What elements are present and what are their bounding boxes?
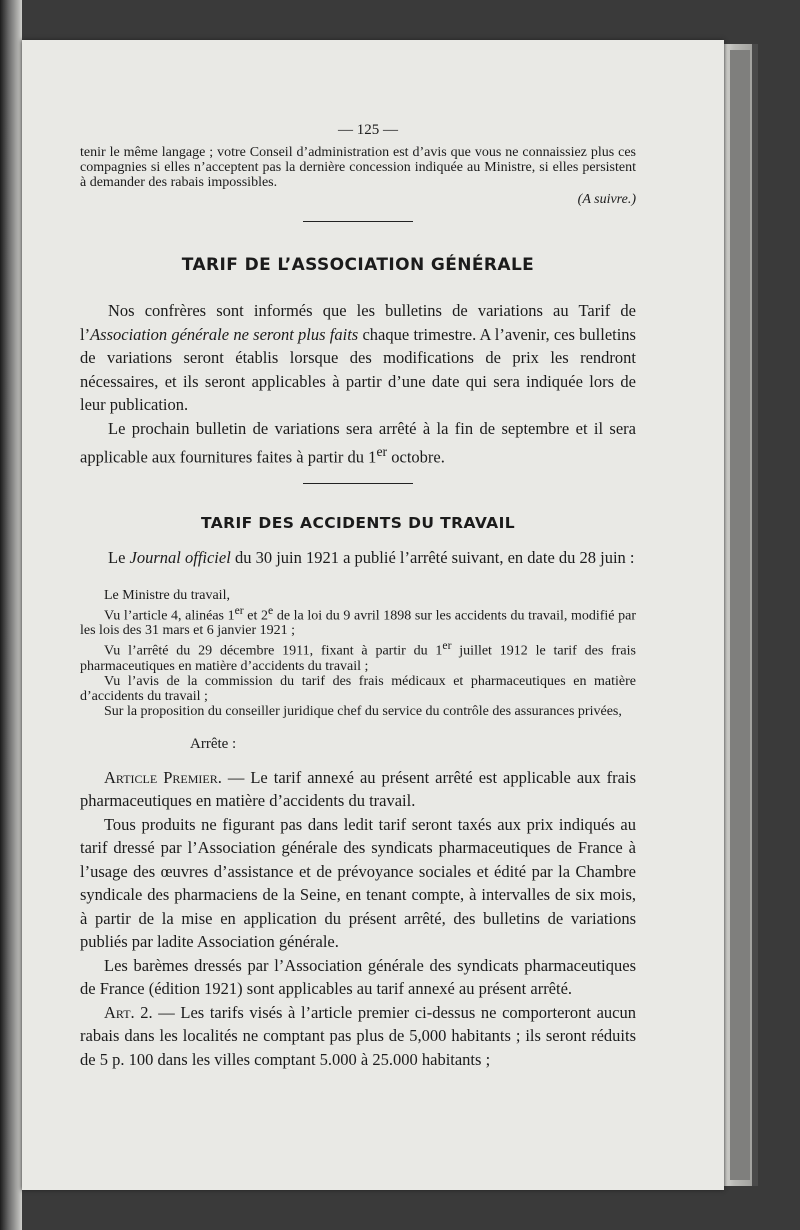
article-2 xyxy=(80,1001,636,1072)
article-1 xyxy=(80,766,636,813)
document-page xyxy=(22,40,724,1190)
decree-heading: Arrête : xyxy=(190,735,237,752)
superscript: er xyxy=(442,639,452,653)
page-content xyxy=(80,122,636,1071)
article-1-paragraph-2: Tous produits ne figurant pas dans ledit tarif seront taxés aux prix indiqués au tarif dressé par l’Association générale des syndicats pharmaceutiques de France à l’usage des œuvres d’assistance et de prévoyance sociales et édité par la Chambre syndicale des pharmaciens de la Seine, en tenant compte, à intervalles de six mois, à partir de la mise en application du présent arrêté, des bulletins de variations publiés par ladite Association générale. xyxy=(80,814,636,952)
section-heading-association: TARIF DE L’ASSOCIATION GÉNÉRALE xyxy=(181,255,535,275)
association-paragraph-1 xyxy=(80,299,636,417)
text-run: Nos confrères sont informés que les bulletins de variations au Tarif de l’ xyxy=(80,301,636,344)
italic-run: Journal officiel xyxy=(129,548,231,567)
italic-run: Association générale ne seront plus faits xyxy=(90,324,359,344)
text-run: de la loi du 9 avril 1898 sur les accidents du travail, modifié par les lois des 31 mars et 6 janvier 1921 ; xyxy=(80,608,636,639)
text-run: Vu l’article 4, alinéas 1 xyxy=(104,608,235,624)
superscript: er xyxy=(234,603,244,617)
text-run: chaque trimestre. A l’avenir, ces bulletins de variations seront établis lorsque des modifications de prix les rendront nécessaires, et ils seront applicables à partir d’une date qui sera indiquée lors de leur publication. xyxy=(80,324,636,414)
text-run: Vu l’arrêté du 29 décembre 1911, fixant à partir du 1 xyxy=(104,643,443,659)
preamble-line: Sur la proposition du conseiller juridique chef du service du contrôle des assurances privées, xyxy=(104,703,622,719)
ministerial-preamble xyxy=(80,588,636,719)
page-stack-edge xyxy=(724,44,758,1186)
text-run: et 2 xyxy=(243,608,269,624)
preamble-line: Vu l’avis de la commission du tarif des frais médicaux et pharmaceutiques en matière d’accidents du travail ; xyxy=(80,673,636,704)
to-be-continued: (A suivre.) xyxy=(577,192,636,207)
article-1-paragraph-3: Les barèmes dressés par l’Association générale des syndicats pharmaceutiques de France (édition 1921) sont applicables au tarif annexé au présent arrêté. xyxy=(80,955,636,999)
text-run: du 30 juin 1921 a publié l’arrêté suivant, en date du 28 juin : xyxy=(230,548,635,567)
intro-paragraph: tenir le même langage ; votre Conseil d’administration est d’avis que vous ne connaissiez plus ces compagnies si elles n’acceptent pas la dernière concession indiquée au Ministre, si elles persistent à demander des rabais impossibles. xyxy=(80,145,636,190)
preamble-line xyxy=(80,603,636,639)
section-divider xyxy=(303,221,413,222)
book-edge xyxy=(752,44,758,1186)
superscript: er xyxy=(376,444,388,459)
section-heading-accidents: TARIF DES ACCIDENTS DU TRAVAIL xyxy=(200,514,516,532)
preamble-line: Le Ministre du travail, xyxy=(104,587,230,603)
association-paragraph-2 xyxy=(80,417,636,470)
text-run: — Les tarifs visés à l’article premier ci-dessus ne comporteront aucun rabais dans les localités ne comptant pas plus de 5,000 habitants ; ils seront réduits de 5 p. 100 dans les villes comptant 5.000 à 25.000 habitants ; xyxy=(80,1002,637,1069)
association-notice xyxy=(80,299,636,469)
text-run: juillet 1912 le tarif des frais pharmaceutiques en matière d’accidents du travail ; xyxy=(80,643,636,674)
accidents-intro-paragraph xyxy=(80,546,636,570)
section-divider xyxy=(303,483,413,484)
superscript: e xyxy=(268,603,274,617)
accidents-intro xyxy=(80,546,636,570)
text-run: Le prochain bulletin de variations sera arrêté à la fin de septembre et il sera applicable aux fournitures faites à partir du 1 xyxy=(80,418,636,467)
page-number: — 125 — xyxy=(338,122,398,138)
preamble-line xyxy=(80,638,636,674)
text-run: octobre. xyxy=(387,447,445,467)
decree-articles xyxy=(80,766,636,1072)
text-run: Le xyxy=(108,548,130,567)
article-label: Art. 2. xyxy=(104,1002,153,1022)
text-run: — Le tarif annexé au présent arrêté est applicable aux frais pharmaceutiques en matière d’accidents du travail. xyxy=(80,767,636,811)
page-stack-band xyxy=(730,50,750,1180)
adjacent-page-edge xyxy=(0,0,22,1230)
article-label: Article Premier. xyxy=(104,767,222,787)
